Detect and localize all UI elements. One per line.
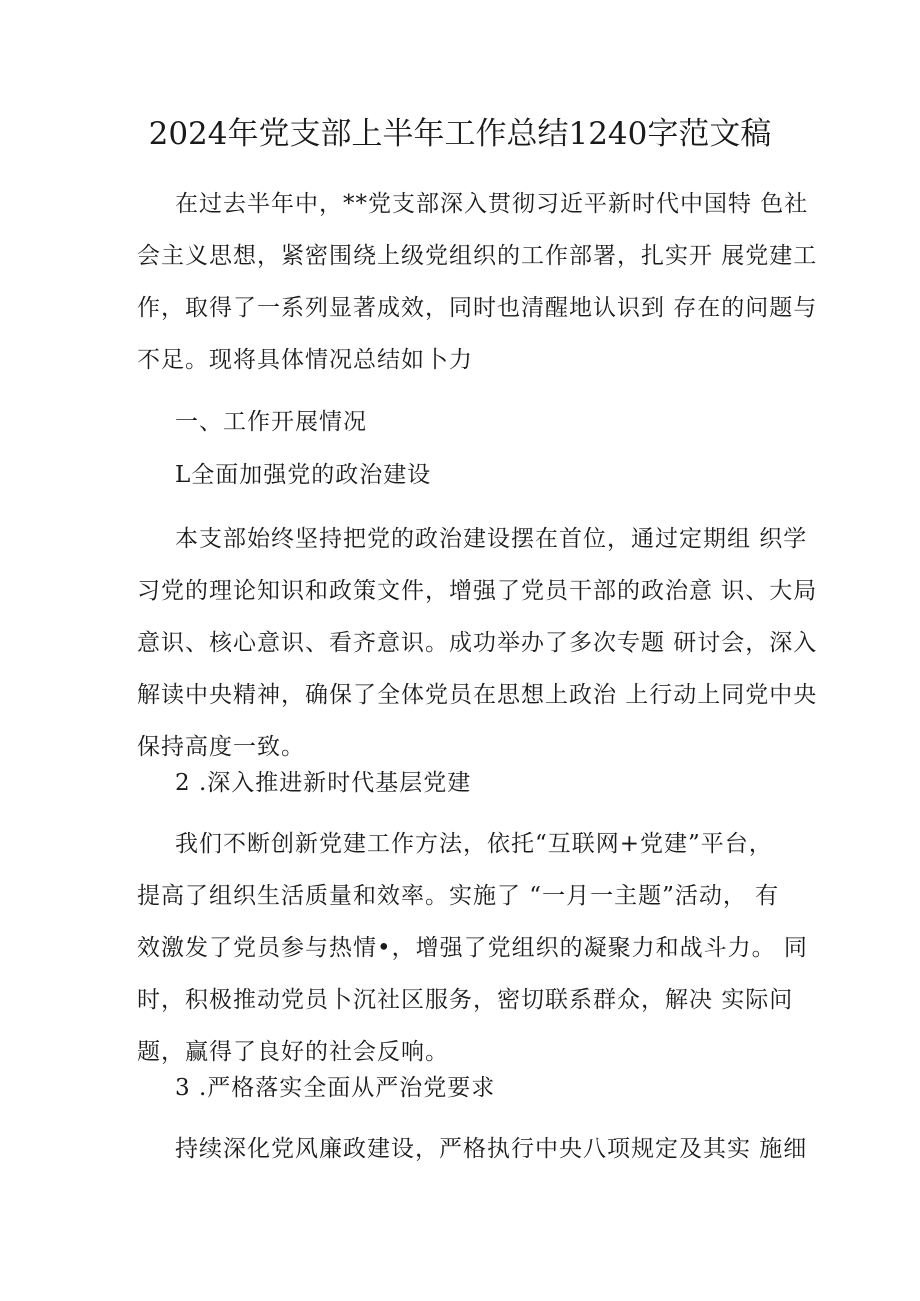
item-heading-grassroots: 2 .深入推进新时代基层党建: [175, 770, 472, 796]
item-heading-discipline: 3 .严格落实全面从严治党要求: [175, 1075, 496, 1101]
political-paragraph: [137, 513, 818, 773]
intro-line: 在过去半年中，**党支部深入贯彻习近平新时代中国特 色社: [175, 191, 809, 217]
grassroots-line: 时，积极推动党员卜沉社区服务，密切联系群众，解决 实际问: [137, 987, 794, 1013]
grassroots-line: 效激发了党员参与热情•，增强了党组织的凝聚力和战斗力。 同: [137, 935, 808, 961]
political-line: 习党的理论知识和政策文件，增强了党员干部的政治意 识、大局: [137, 578, 818, 604]
political-line: 保持高度一致。: [137, 734, 305, 760]
grassroots-line: 提高了组织生活质量和效率。实施了 “一月一主题”活动， 有: [137, 883, 780, 909]
political-line: 本支部始终坚持把党的政治建设摆在首位，通过定期组 织学: [175, 526, 808, 552]
item-heading-political: L全面加强党的政治建设: [175, 462, 432, 488]
discipline-paragraph: [137, 1123, 808, 1175]
grassroots-line: 我们不断创新党建工作方法，依托“互联网+党建”平台，: [175, 831, 773, 857]
grassroots-line: 题，赢得了良好的社会反响。: [137, 1039, 449, 1065]
discipline-line: 持续深化党风廉政建设，严格执行中央八项规定及其实 施细: [175, 1136, 808, 1162]
grassroots-paragraph: [137, 818, 808, 1078]
section-heading-work: 一、工作开展情况: [175, 409, 367, 435]
intro-paragraph: [137, 178, 818, 386]
intro-line: 作，取得了一系列显著成效，同时也清醒地认识到 存在的问题与: [137, 295, 818, 321]
intro-line: 会主义思想，紧密围绕上级党组织的工作部署，扎实开 展党建工: [137, 243, 818, 269]
intro-line: 不足。现将具体情况总结如卜力: [137, 347, 473, 373]
political-line: 解读中央精神，确保了全体党员在思想上政治 上行动上同党中央: [137, 682, 818, 708]
political-line: 意识、核心意识、看齐意识。成功举办了多次专题 研讨会，深入: [137, 630, 818, 656]
document-title: 2024年党支部上半年工作总结1240字范文稿: [148, 116, 772, 152]
